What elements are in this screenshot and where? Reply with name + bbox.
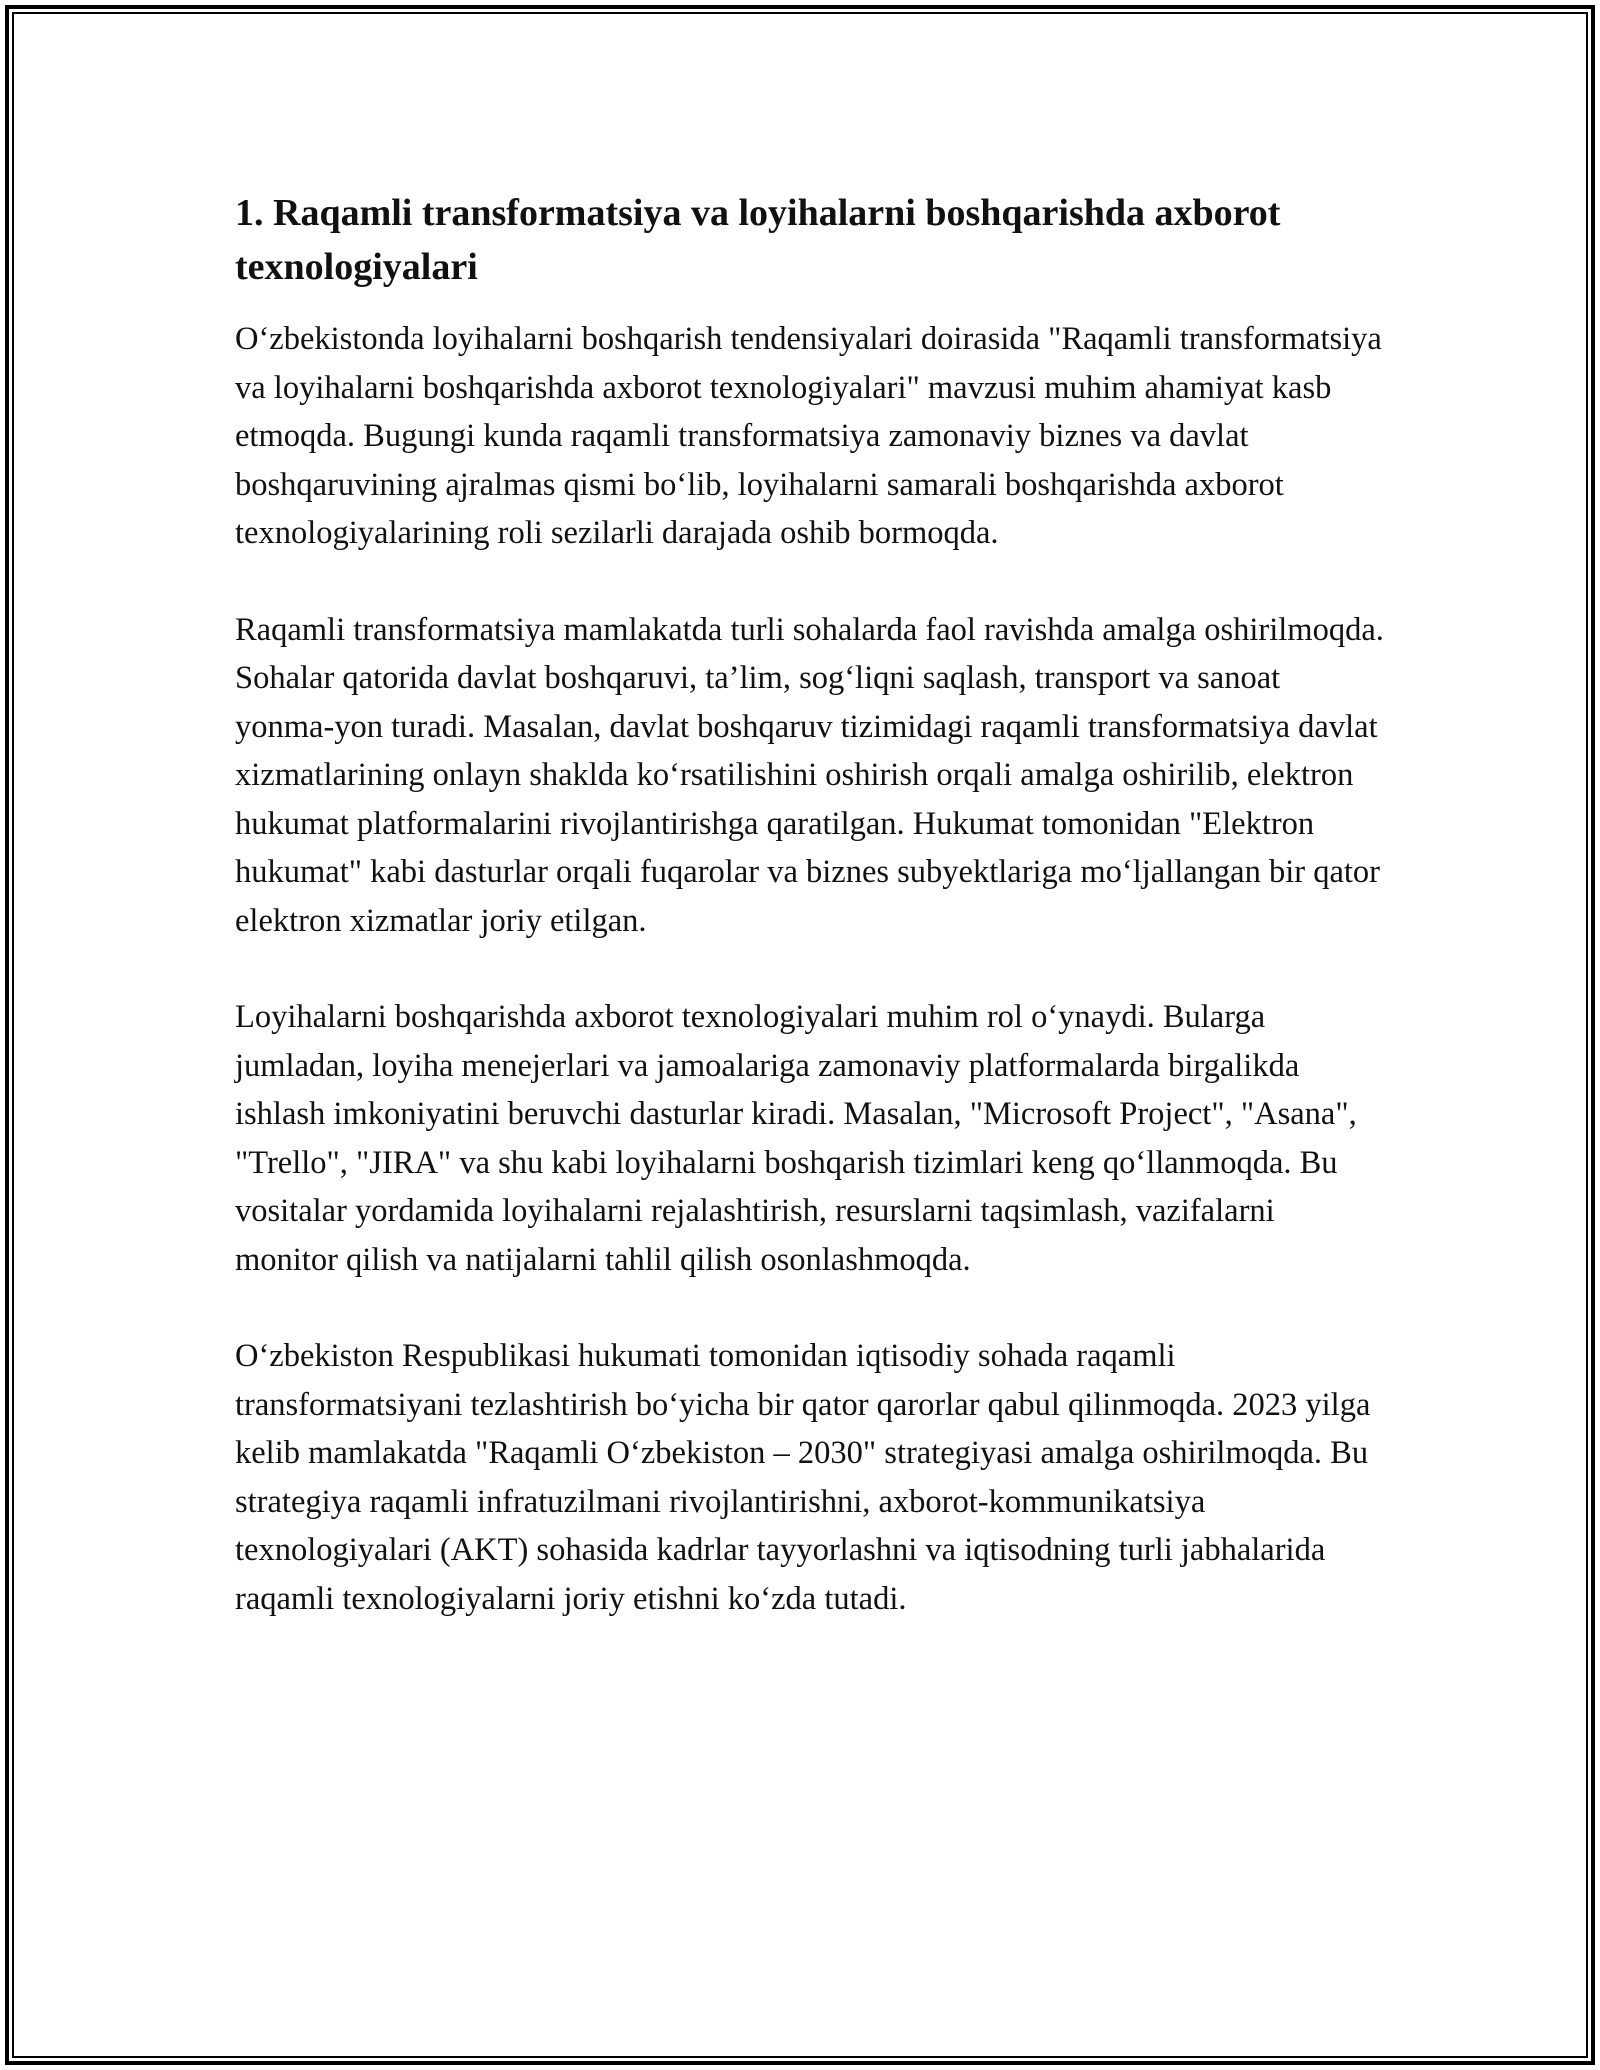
paragraph-4: O‘zbekiston Respublikasi hukumati tomonidan iqtisodiy sohada raqamli transformatsiyani tezlashtirish bo‘yicha bir qator qarorlar qabul qilinmoqda. 2023 yilga kelib mamlakatda "Raqamli O‘zbekiston – 2030" strategiyasi amalga oshirilmoqda. Bu strategiya raqamli infratuzilmani rivojlantirishni, axborot-kommunikatsiya texnologiyalari (AKT) sohasida kadrlar tayyorlashni va iqtisodning turli jabhalarida raqamli texnologiyalarni joriy etishni ko‘zda tutadi. (235, 1338, 1371, 1617)
paragraph-3: Loyihalarni boshqarishda axborot texnologiyalari muhim rol o‘ynaydi. Bularga jumladan, loyiha menejerlari va jamoalariga zamonaviy platformalarda birgalikda ishlash imkoniyatini beruvchi dasturlar kiradi. Masalan, "Microsoft Project", "Asana", "Trello", "JIRA" va shu kabi loyihalarni boshqarish tizimlari keng qo‘llanmoqda. Bu vositalar yordamida loyihalarni rejalashtirish, resurslarni taqsimlash, vazifalarni monitor qilish va natijalarni tahlil qilish osonlashmoqda. (235, 999, 1357, 1278)
paragraph-2: Raqamli transformatsiya mamlakatda turli sohalarda faol ravishda amalga oshirilmoqda. Sohalar qatorida davlat boshqaruvi, ta’lim, sog‘liqni saqlash, transport va sanoat yonma-yon turadi. Masalan, davlat boshqaruv tizimidagi raqamli transformatsiya davlat xizmatlarining onlayn shaklda ko‘rsatilishini oshirish orqali amalga oshirilib, elektron hukumat platformalarini rivojlantirishga qaratilgan. Hukumat tomonidan "Elektron hukumat" kabi dasturlar orqali fuqarolar va biznes subyektlariga mo‘ljallangan bir qator elektron xizmatlar joriy etilgan. (235, 611, 1384, 939)
section-title: 1. Raqamli transformatsiya va loyihalarni boshqarishda axborot texnologiyalari (235, 192, 1281, 288)
paragraph-1: O‘zbekistonda loyihalarni boshqarish tendensiyalari doirasida "Raqamli transformatsiya va loyihalarni boshqarishda axborot texnologiyalari" mavzusi muhim ahamiyat kasb etmoqda. Bugungi kunda raqamli transformatsiya zamonaviy biznes va davlat boshqaruvining ajralmas qismi bo‘lib, loyihalarni samarali boshqarishda axborot texnologiyalarining roli sezilarli darajada oshib bormoqda. (235, 321, 1382, 551)
document-body (235, 186, 1385, 1623)
